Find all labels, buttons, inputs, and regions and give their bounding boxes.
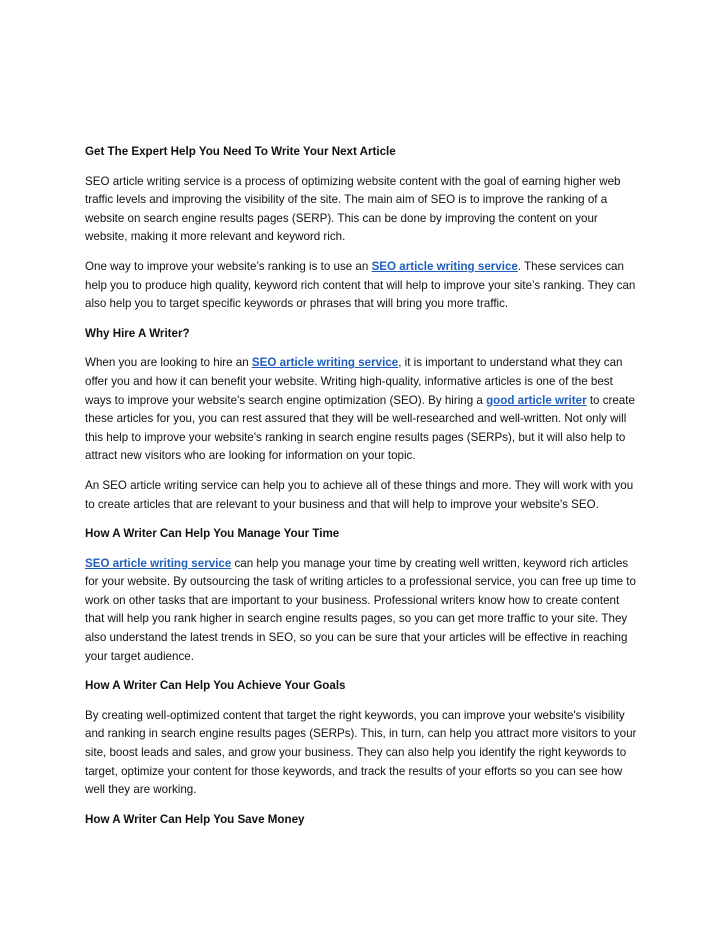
heading-why-hire: Why Hire A Writer? [85, 326, 190, 340]
paragraph-text: , it is important to understand what they can offer you and how it can benefit your website. Writing high-quality, informative articles is one of the best ways to improve your website's search engine optimization (SEO). By hiring a [85, 356, 623, 407]
paragraph-text: When you are looking to hire an [85, 356, 252, 370]
paragraph-hire [85, 354, 637, 466]
paragraph-text: to create these articles for you, you can rest assured that they will be well-researched and well-written. Not only will this help to improve your website's ranking in search engine results pages (SERPs), but it will also help to attract new visitors who are looking for information on your topic. [85, 393, 635, 463]
seo-service-link[interactable]: SEO article writing service [371, 259, 518, 273]
heading-save-money: How A Writer Can Help You Save Money [85, 812, 305, 826]
paragraph-achieve: An SEO article writing service can help you to achieve all of these things and more. They will work with you to create articles that are relevant to your business and that will help to improve your website's SEO. [85, 478, 634, 511]
heading-achieve-goals: How A Writer Can Help You Achieve Your Goals [85, 679, 346, 693]
paragraph-time [85, 555, 637, 667]
seo-service-link[interactable]: SEO article writing service [85, 556, 232, 570]
article-body [85, 143, 637, 840]
paragraph-text: One way to improve your website’s ranking is to use an [85, 259, 372, 273]
heading-manage-time: How A Writer Can Help You Manage Your Time [85, 527, 340, 541]
paragraph-text: . These services can help you to produce high quality, keyword rich content that will help to improve your site’s ranking. They can also help you to target specific keywords or phrases that will bring you more traffic. [85, 259, 636, 311]
paragraph-ranking [85, 258, 637, 314]
paragraph-intro: SEO article writing service is a process of optimizing website content with the goal of earning higher web traffic levels and improving the visibility of the site. The main aim of SEO is to improve the ranking of a website on search engine results pages (SERP). This can be done by improving the content on your website, making it more relevant and keyword rich. [85, 174, 621, 244]
seo-service-link[interactable]: SEO article writing service [251, 356, 399, 370]
paragraph-text: can help you manage your time by creating well written, keyword rich articles for your website. By outsourcing the task of writing articles to a professional service, you can free up time to work on other tasks that are important to your business. Professional writers know how to create content that will help you rank higher in search engine results pages, so you can get more traffic to your site. They also understand the latest trends in SEO, so you can be sure that your articles will be effective in reaching your target audience. [85, 556, 636, 663]
good-writer-link[interactable]: good article writer [486, 393, 587, 407]
paragraph-goals: By creating well-optimized content that target the right keywords, you can improve your website's visibility and ranking in search engine results pages (SERPs). This, in turn, can help you attract more visitors to your site, boost leads and sales, and grow your business. They can also help you identify the right keywords to target, optimize your content for those keywords, and track the results of your efforts so you can see how well they are working. [85, 708, 637, 797]
heading-expert-help: Get The Expert Help You Need To Write Your Next Article [85, 145, 396, 158]
